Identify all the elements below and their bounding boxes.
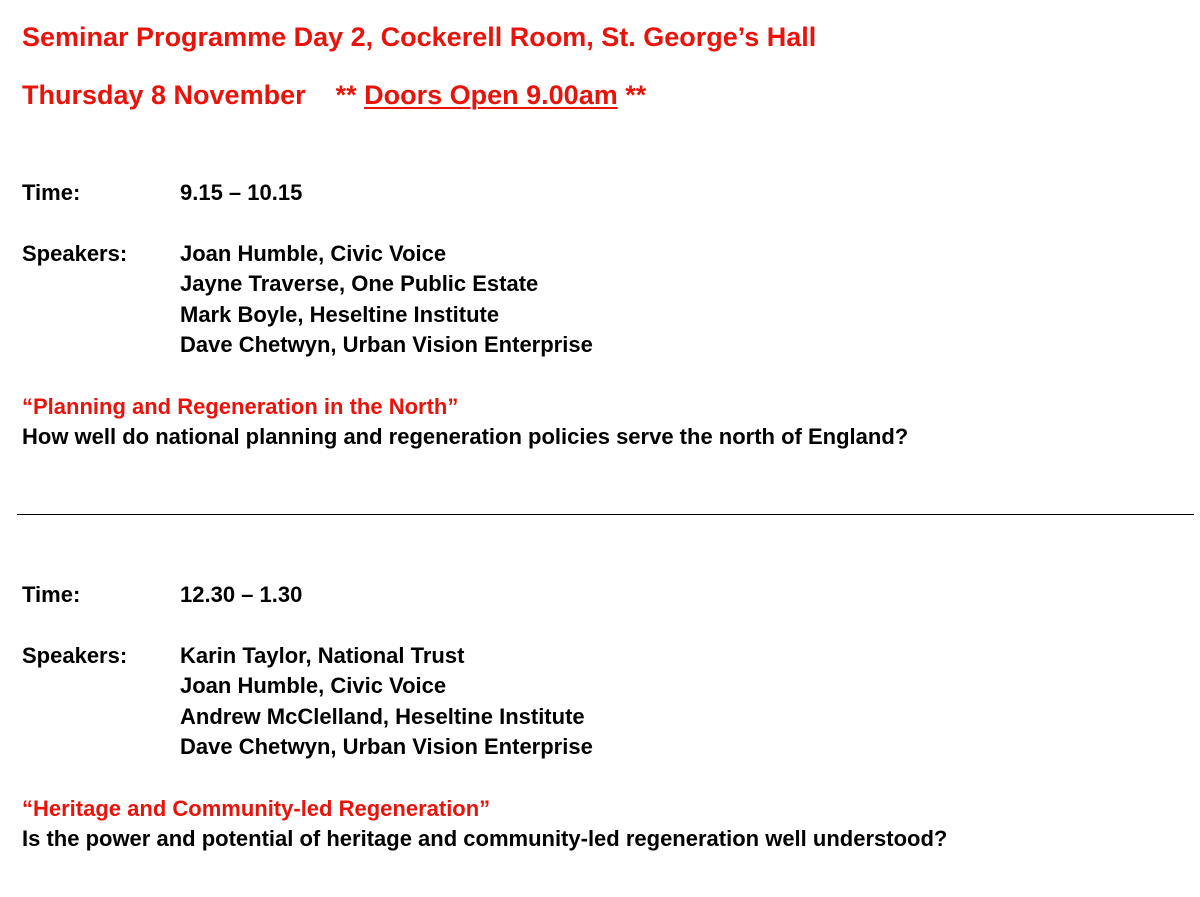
stars-left: ** — [335, 80, 357, 110]
speaker: Dave Chetwyn, Urban Vision Enterprise — [180, 332, 593, 357]
speakers-list — [180, 641, 593, 763]
time-label: Time: — [22, 582, 81, 607]
speakers-label: Speakers: — [22, 240, 128, 266]
speaker: Joan Humble, Civic Voice — [180, 673, 447, 698]
speaker: Andrew McClelland, Heseltine Institute — [180, 703, 585, 729]
section-divider — [17, 514, 1194, 515]
speakers-list — [180, 239, 593, 361]
stars-right: ** — [625, 80, 647, 110]
speakers-label: Speakers: — [22, 642, 128, 668]
seminar-question: Is the power and potential of heritage and community-led regeneration well understood? — [22, 825, 948, 851]
seminar-title: “Planning and Regeneration in the North” — [22, 393, 459, 419]
seminar-question: How well do national planning and regeneration policies serve the north of England? — [22, 423, 909, 449]
seminar-title: “Heritage and Community-led Regeneration” — [22, 795, 491, 821]
speakers-row — [22, 641, 1182, 763]
session-2 — [22, 580, 1182, 854]
speaker: Dave Chetwyn, Urban Vision Enterprise — [180, 734, 593, 759]
time-row — [22, 178, 1182, 209]
speakers-row — [22, 239, 1182, 361]
doors-open-notice: Doors Open 9.00am — [364, 80, 618, 110]
time-row — [22, 580, 1182, 611]
event-date: Thursday 8 November — [22, 80, 306, 110]
session-time: 12.30 – 1.30 — [180, 582, 303, 607]
speaker: Jayne Traverse, One Public Estate — [180, 271, 539, 296]
time-label: Time: — [22, 180, 81, 205]
speaker: Karin Taylor, National Trust — [180, 642, 465, 668]
programme-title: Seminar Programme Day 2, Cockerell Room, St. George’s Hall — [22, 22, 817, 52]
session-time: 9.15 – 10.15 — [180, 180, 303, 205]
speaker: Mark Boyle, Heseltine Institute — [180, 301, 500, 327]
speaker: Joan Humble, Civic Voice — [180, 240, 447, 266]
date-line — [22, 82, 646, 109]
session-1 — [22, 178, 1182, 452]
